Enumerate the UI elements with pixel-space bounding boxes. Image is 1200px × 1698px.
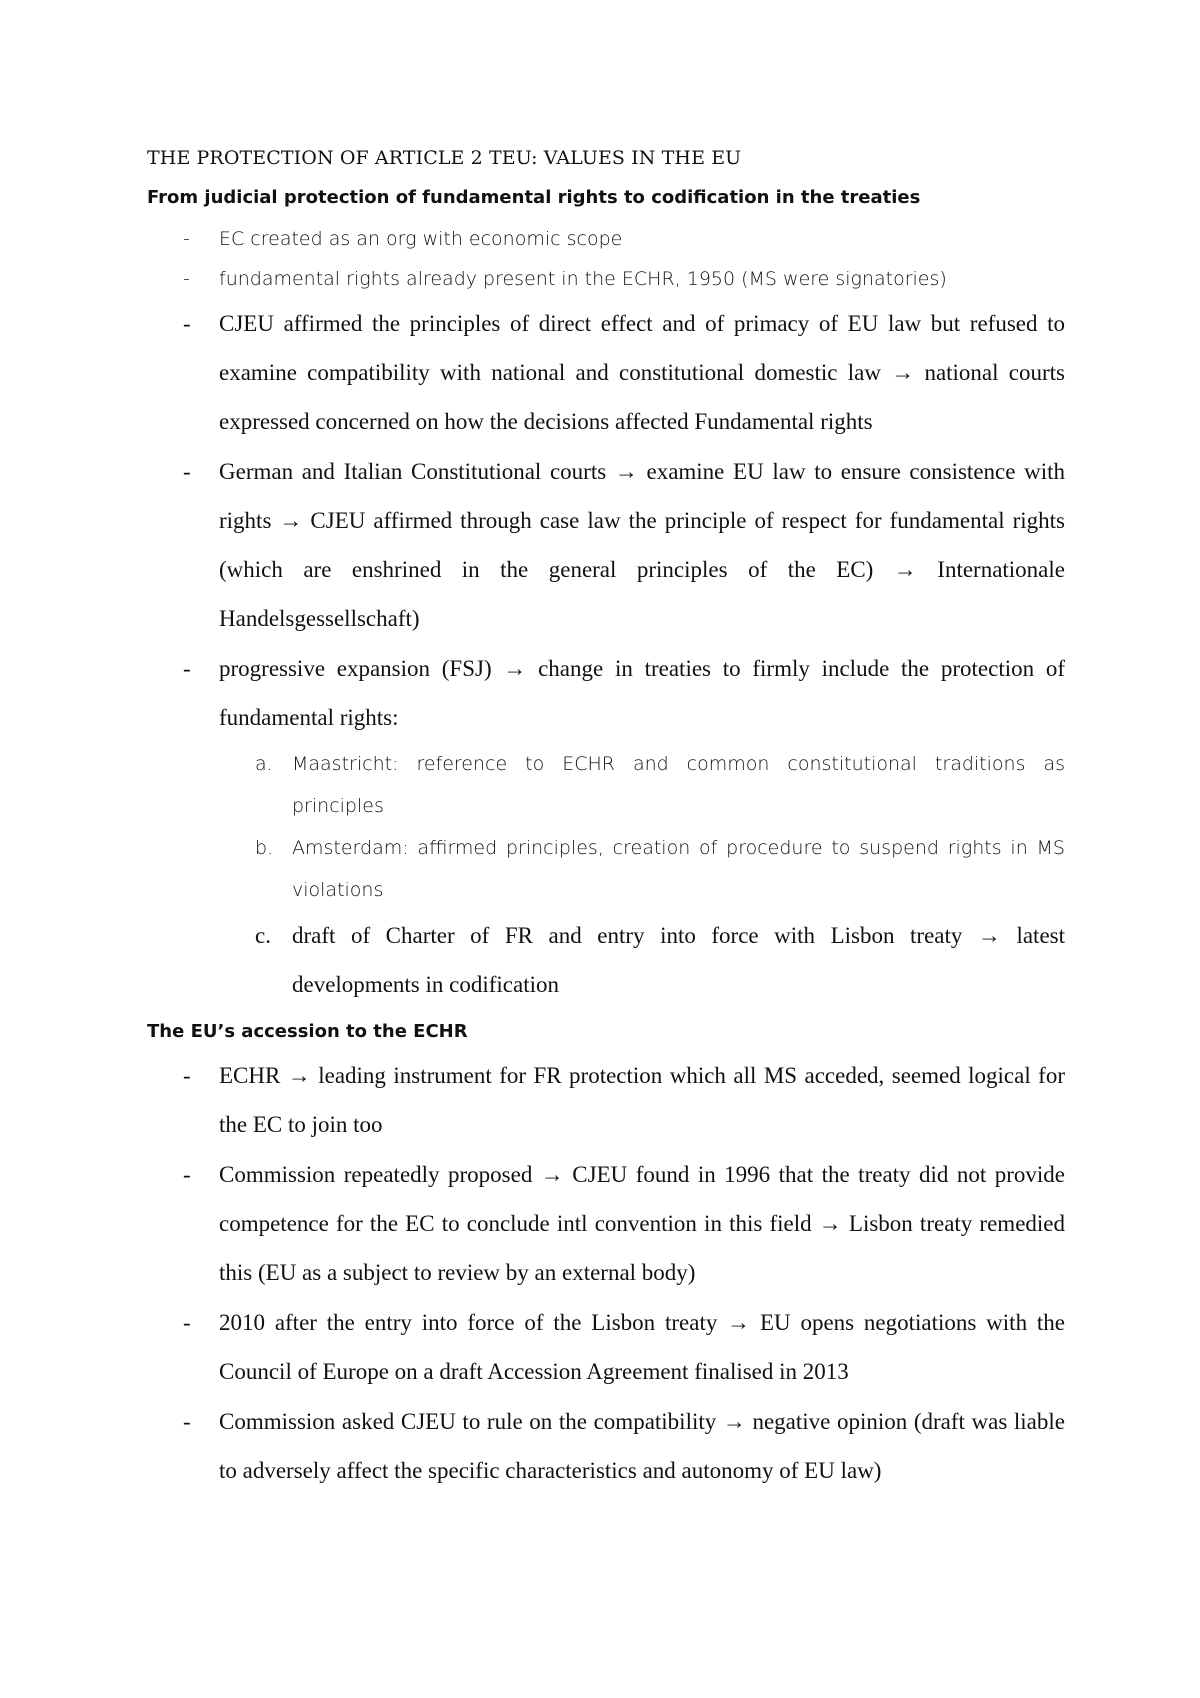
section-heading-codification: From judicial protection of fundamental rights to codification in the treaties bbox=[147, 187, 921, 208]
page-title: THE PROTECTION OF ARTICLE 2 TEU: VALUES IN THE EU bbox=[147, 147, 742, 169]
sublist-item-charter bbox=[147, 911, 1065, 1009]
list-item: - Commission repeatedly proposed → CJEU found in 1996 that the treaty did not provide competence for the EC to conclude intl convention in this field → Lisbon treaty remedied this (EU as a subject to review by an external body) bbox=[147, 1150, 1065, 1297]
accession-list bbox=[147, 1051, 1065, 1495]
list-item: - fundamental rights already present in the ECHR, 1950 (MS were signatories) bbox=[147, 259, 1065, 299]
list-item: - EC created as an org with economic scope bbox=[147, 219, 1065, 259]
list-item: - Commission asked CJEU to rule on the compatibility → negative opinion (draft was liable to adversely affect the specific characteristics and autonomy of EU law) bbox=[147, 1397, 1065, 1495]
treaty-sublist bbox=[147, 743, 1065, 1009]
sublist-marker: c. bbox=[255, 923, 271, 948]
sublist-item-maastricht bbox=[147, 743, 1065, 827]
list-item: - progressive expansion (FSJ) → change in treaties to firmly include the protection of fundamental rights: bbox=[147, 644, 1065, 742]
list-item: - German and Italian Constitutional courts → examine EU law to ensure consistence with rights → CJEU affirmed through case law the principle of respect for fundamental rights (which are enshrined in the general principles of the EC) → Internationale Handelsgessellschaft) bbox=[147, 447, 1065, 643]
sublist-item-amsterdam bbox=[147, 827, 1065, 911]
list-item: - 2010 after the entry into force of the Lisbon treaty → EU opens negotiations with the Council of Europe on a draft Accession Agreement finalised in 2013 bbox=[147, 1298, 1065, 1396]
sublist-text: Amsterdam: affirmed principles, creation of procedure to suspend rights in MS violations bbox=[292, 837, 1065, 901]
document-page bbox=[147, 145, 1065, 1496]
list-item: - ECHR → leading instrument for FR protection which all MS acceded, seemed logical for the EC to join too bbox=[147, 1051, 1065, 1149]
sublist-text: draft of Charter of FR and entry into force with Lisbon treaty → latest developments in codification bbox=[292, 923, 1065, 997]
sublist-marker: a. bbox=[255, 753, 273, 775]
codification-list bbox=[147, 219, 1065, 742]
sublist-marker: b. bbox=[255, 837, 274, 859]
list-item: - CJEU affirmed the principles of direct effect and of primacy of EU law but refused to examine compatibility with national and constitutional domestic law → national courts expressed concerned on how the decisions affected Fundamental rights bbox=[147, 299, 1065, 446]
section-heading-accession: The EU’s accession to the ECHR bbox=[147, 1021, 468, 1042]
sublist-text: Maastricht: reference to ECHR and common constitutional traditions as principles bbox=[292, 753, 1065, 817]
